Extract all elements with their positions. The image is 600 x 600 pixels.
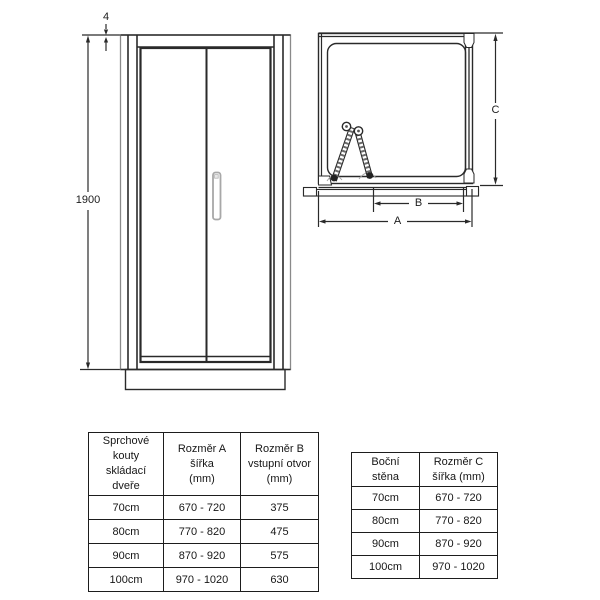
dim-c-cell: 670 - 720: [420, 487, 498, 510]
dim-a-cell: 770 - 820: [164, 520, 241, 544]
door-panels: [141, 48, 271, 362]
table-row: [89, 568, 319, 592]
pivot-foot-left: [331, 175, 338, 182]
dim-b-cell: 475: [241, 520, 319, 544]
dim-c-label: C: [488, 104, 503, 117]
size-cell: 100cm: [352, 556, 420, 579]
dim-1900-label: 1900: [71, 194, 105, 207]
size-cell: 80cm: [89, 520, 164, 544]
header-line: (mm): [266, 472, 293, 485]
dim-c-cell: 870 - 920: [420, 533, 498, 556]
front-view: [80, 23, 291, 390]
shower-tray: [126, 370, 286, 390]
folded-door: [327, 122, 376, 181]
size-cell: 70cm: [352, 487, 420, 510]
dim-a-label: A: [389, 215, 406, 228]
door-handle: [213, 173, 221, 220]
dim-b-cell: 575: [241, 544, 319, 568]
table-row: [352, 487, 498, 510]
size-cell: 80cm: [352, 510, 420, 533]
header-line: skládací dveře: [105, 465, 147, 492]
bracket-bottom-right: [464, 169, 474, 183]
table-row: [89, 496, 319, 520]
table-row: [352, 533, 498, 556]
header-line: kouty: [112, 450, 140, 462]
size-cell: 90cm: [89, 544, 164, 568]
dim-b-cell: 630: [241, 568, 319, 592]
dim-4-label: 4: [100, 11, 112, 24]
glass-panel-outline: [328, 44, 466, 177]
table-row: [352, 556, 498, 579]
dim-a-cell: 870 - 920: [164, 544, 241, 568]
dim-b-cell: 375: [241, 496, 319, 520]
doors-table-header-dim-b: [241, 433, 319, 496]
pivot-foot-right: [366, 172, 373, 179]
header-line: šířka (mm): [432, 470, 485, 483]
table-row: [352, 510, 498, 533]
header-line: Rozměr C: [433, 455, 484, 468]
bottom-rail: [304, 187, 479, 197]
header-line: Boční: [371, 455, 400, 468]
bracket-top-right: [464, 34, 474, 48]
header-line: šířka: [190, 457, 214, 470]
table-row: [89, 520, 319, 544]
dim-c-cell: 770 - 820: [420, 510, 498, 533]
header-line: Sprchové: [102, 435, 150, 447]
side-table: [351, 452, 498, 579]
dim-a-cell: 670 - 720: [164, 496, 241, 520]
side-table-header-dim-c: [420, 453, 498, 487]
header-line: Rozměr A: [177, 442, 227, 455]
size-cell: 90cm: [352, 533, 420, 556]
enclosure-walls: [319, 33, 504, 184]
doors-table-header-row: [89, 433, 319, 496]
side-table-header-row: [352, 453, 498, 487]
header-line: vstupní otvor: [248, 457, 311, 470]
doors-table-header-product: [89, 433, 164, 496]
dim-a-cell: 970 - 1020: [164, 568, 241, 592]
size-cell: 70cm: [89, 496, 164, 520]
dim-b-label: B: [410, 197, 427, 210]
table-row: [89, 544, 319, 568]
top-view: [304, 33, 504, 227]
doors-table: [88, 432, 319, 592]
size-cell: 100cm: [89, 568, 164, 592]
header-line: Rozměr B: [255, 442, 304, 455]
doors-table-header-dim-a: [164, 433, 241, 496]
header-line: (mm): [189, 472, 215, 485]
side-table-header-product: [352, 453, 420, 487]
header-line: stěna: [372, 470, 399, 483]
dim-c-cell: 970 - 1020: [420, 556, 498, 579]
